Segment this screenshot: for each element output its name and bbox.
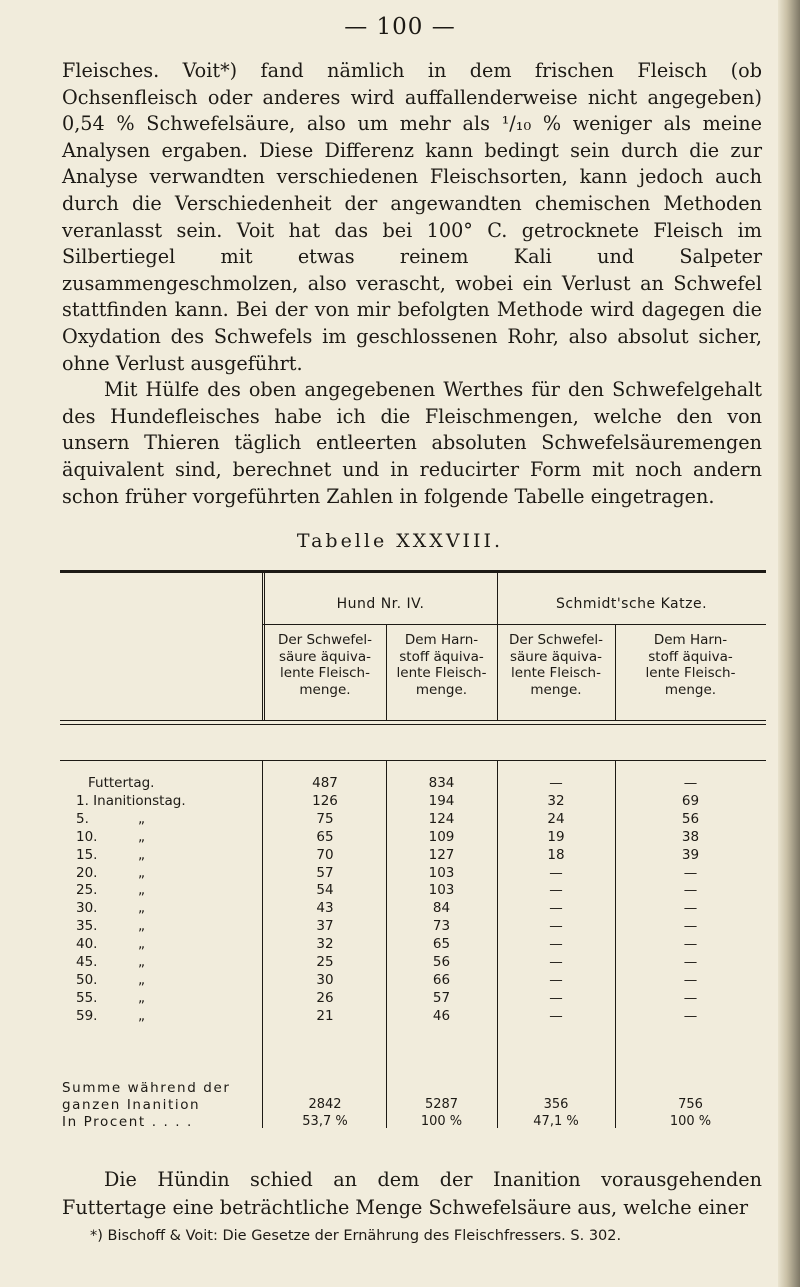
- pct-katze-schwefel: 47,1 %: [533, 1114, 579, 1129]
- table-cell: —: [683, 882, 698, 899]
- table-cell: —: [549, 936, 563, 953]
- table-cell: —: [683, 918, 698, 935]
- table-cell: 73: [432, 918, 451, 935]
- row-label-text: 59.: [76, 1007, 98, 1024]
- row-label: [60, 936, 262, 952]
- table-cell: 84: [432, 900, 451, 917]
- pct-hund-schwefel: 53,7 %: [302, 1114, 348, 1129]
- table-cell: 32: [316, 936, 334, 953]
- table-cell: 103: [428, 864, 455, 881]
- ditto-mark: „: [138, 1007, 145, 1024]
- row-label: [60, 990, 262, 1006]
- row-label: [60, 972, 262, 988]
- table-top-rule: [60, 570, 766, 573]
- table-cell: 126: [312, 792, 338, 809]
- row-label: [60, 865, 262, 881]
- table-cell: 65: [316, 828, 334, 845]
- row-label-text: 45.: [76, 954, 98, 970]
- table-row: [60, 972, 766, 989]
- table-cell: 25: [316, 954, 334, 970]
- paragraph-1: Fleisches. Voit*) fand nämlich in dem frischen Fleisch (ob Ochsenfleisch oder anderes wird auffallenderweise nicht angegeben) 0,54 % Schwefelsäure, also um mehr als ¹/₁₀ % weniger als meine Analysen ergaben. Diese Differenz kann bedingt sein durch die zur Analyse verwandten verschiedenen Fleischsorten, kann jedoch auch durch die Verschiedenheit der angewandten chemischen Methoden veranlasst sein. Voit hat das bei 100° C. getrocknete Fleisch im Silbertiegel mit etwas reinem Kali und Salpeter zusammengeschmolzen, also verascht, wobei ein Verlust an Schwefel stattfinden kann. Bei der von mir befolgten Methode wird dagegen die Oxydation des Schwefels im geschlossenen Rohr, also absolut sicher, ohne Verlust ausgeführt.: [62, 59, 762, 375]
- ditto-mark: „: [138, 900, 145, 917]
- sum-hund-harnstoff: 5287: [424, 1097, 459, 1112]
- table-row: [60, 1008, 766, 1025]
- table-row: [60, 900, 766, 917]
- row-label: [60, 882, 262, 898]
- sum-hund-schwefel: 2842: [308, 1097, 342, 1112]
- table-cell: 124: [428, 810, 455, 827]
- table-cell: 56: [432, 954, 451, 970]
- table-cell: 37: [316, 918, 334, 935]
- table-row: [60, 829, 766, 846]
- table-cell: —: [683, 775, 698, 791]
- table-cell: —: [549, 989, 563, 1006]
- table-cell: 21: [316, 1007, 334, 1024]
- table-cell: 109: [428, 828, 455, 845]
- table-title: Tabelle XXXVIII.: [296, 530, 504, 552]
- row-label-text: 55.: [76, 989, 98, 1006]
- table-cell: —: [549, 864, 563, 881]
- table-cell: 18: [547, 846, 565, 863]
- ditto-mark: „: [138, 810, 145, 827]
- row-label-text: 10.: [76, 828, 98, 845]
- table-cell: 32: [547, 792, 565, 809]
- footnote: *) Bischoff & Voit: Die Gesetze der Ernährung des Fleischfressers. S. 302.: [90, 1228, 622, 1244]
- table-row: [60, 847, 766, 864]
- table-row: [60, 882, 766, 899]
- table-cell: 38: [681, 828, 700, 845]
- table-cell: 65: [432, 936, 451, 953]
- row-label: [60, 1008, 262, 1024]
- table-cell: 70: [316, 846, 334, 863]
- row-label-text: 25.: [76, 882, 98, 899]
- sum-katze-schwefel: 356: [543, 1097, 569, 1112]
- page-number: — 100 —: [344, 14, 456, 40]
- table-cell: 46: [432, 1007, 451, 1024]
- table-row: [60, 936, 766, 953]
- col-header-katze-harnstoff: Dem Harn- stoff äquiva- lente Fleisch- menge.: [645, 632, 736, 698]
- ditto-mark: „: [138, 971, 145, 988]
- table-cell: 54: [316, 882, 334, 899]
- table-cell: 66: [432, 971, 451, 988]
- table-row: [60, 954, 766, 971]
- group-header-hund: Hund Nr. IV.: [336, 596, 425, 612]
- col-header-hund-harnstoff: Dem Harn- stoff äquiva- lente Fleisch- menge.: [396, 632, 487, 698]
- table-row: [60, 793, 766, 810]
- table-cell: —: [549, 882, 563, 899]
- table-cell: —: [683, 1007, 698, 1024]
- table-cell: 75: [316, 810, 334, 827]
- row-label-text: Futtertag.: [88, 775, 155, 791]
- ditto-mark: „: [138, 864, 145, 881]
- table-cell: 56: [681, 810, 700, 827]
- table-cell: —: [683, 954, 698, 970]
- table-cell: 57: [432, 989, 451, 1006]
- table-cell: 30: [316, 971, 334, 988]
- table-cell: 43: [316, 900, 334, 917]
- group-header-katze: Schmidt'sche Katze.: [555, 596, 708, 612]
- table-cell: —: [683, 864, 698, 881]
- table-cell: 127: [428, 846, 455, 863]
- table-cell: 19: [547, 828, 565, 845]
- paragraph-3: Die Hündin schied an dem der Inanition vorausgehenden Futtertage eine beträchtliche Menge Schwefelsäure aus, welche einer: [62, 1168, 762, 1219]
- col-header-katze-schwefel: Der Schwefel- säure äquiva- lente Fleisch- menge.: [508, 632, 604, 698]
- table-cell: 26: [316, 989, 334, 1006]
- table-cell: —: [683, 936, 698, 953]
- table-cell: —: [549, 900, 563, 917]
- table-cell: —: [549, 1007, 563, 1024]
- ditto-mark: „: [138, 936, 145, 953]
- sum-label-line-1: Summe während der: [62, 1080, 231, 1096]
- table-cell: —: [683, 989, 698, 1006]
- sum-katze-harnstoff: 756: [678, 1097, 703, 1112]
- ditto-mark: „: [138, 954, 145, 970]
- sum-label-line-2: ganzen Inanition: [62, 1097, 201, 1113]
- row-label-text: 15.: [76, 846, 98, 863]
- ditto-mark: „: [138, 828, 145, 845]
- table-row: [60, 918, 766, 935]
- row-label: [60, 918, 262, 934]
- ditto-mark: „: [138, 882, 145, 899]
- table-row: [60, 865, 766, 882]
- pct-label: In Procent . . . .: [62, 1114, 193, 1130]
- table-cell: 24: [547, 810, 565, 827]
- table-row: [60, 990, 766, 1007]
- table-row: [60, 811, 766, 828]
- table-cell: 834: [428, 775, 455, 791]
- ditto-mark: „: [138, 918, 145, 935]
- table-cell: —: [683, 900, 698, 917]
- row-label-text: 35.: [76, 918, 98, 935]
- header-double-rule: [60, 720, 766, 725]
- row-label-text: 40.: [76, 936, 98, 953]
- paragraph-2: Mit Hülfe des oben angegebenen Werthes für den Schwefelgehalt des Hundefleisches habe ich die Fleischmengen, welche den von unsern Thieren täglich entleerten absoluten Schwefelsäuremengen äquivalent sind, berechnet und in reducirter Form mit noch andern schon früher vorgeführten Zahlen in folgende Tabelle eingetragen.: [62, 378, 762, 508]
- table-cell: 194: [428, 792, 455, 809]
- ditto-mark: „: [138, 846, 145, 863]
- body-top-rule: [60, 760, 766, 761]
- body-text: [62, 58, 762, 510]
- table-cell: 69: [681, 792, 700, 809]
- row-label: [60, 847, 262, 863]
- col-header-hund-schwefel: Der Schwefel- säure äquiva- lente Fleisch- menge.: [277, 632, 373, 698]
- table-cell: —: [549, 954, 563, 970]
- row-label-text: 20.: [76, 864, 98, 881]
- row-label: [60, 954, 262, 970]
- pct-hund-harnstoff: 100 %: [420, 1114, 463, 1129]
- table-cell: —: [549, 971, 563, 988]
- row-label-text: 5.: [76, 810, 89, 827]
- row-label-text: 30.: [76, 900, 98, 917]
- row-label: [60, 811, 262, 827]
- group-header-rule: [262, 624, 766, 625]
- table-cell: 57: [316, 864, 334, 881]
- row-label: [60, 775, 262, 791]
- row-label: [60, 900, 262, 916]
- pct-katze-harnstoff: 100 %: [669, 1114, 712, 1129]
- col-divider: [262, 573, 263, 720]
- row-label: [60, 829, 262, 845]
- table-cell: 39: [681, 846, 700, 863]
- table-cell: 487: [312, 775, 338, 791]
- table-cell: —: [683, 971, 698, 988]
- table-cell: —: [549, 918, 563, 935]
- table-row: [60, 775, 766, 792]
- table-cell: —: [549, 775, 563, 791]
- row-label: [60, 793, 262, 809]
- table-cell: 103: [428, 882, 455, 899]
- row-label-text: 1. Inanitionstag.: [76, 792, 186, 809]
- page-edge-shadow: [778, 0, 800, 1287]
- ditto-mark: „: [138, 989, 145, 1006]
- row-label-text: 50.: [76, 971, 98, 988]
